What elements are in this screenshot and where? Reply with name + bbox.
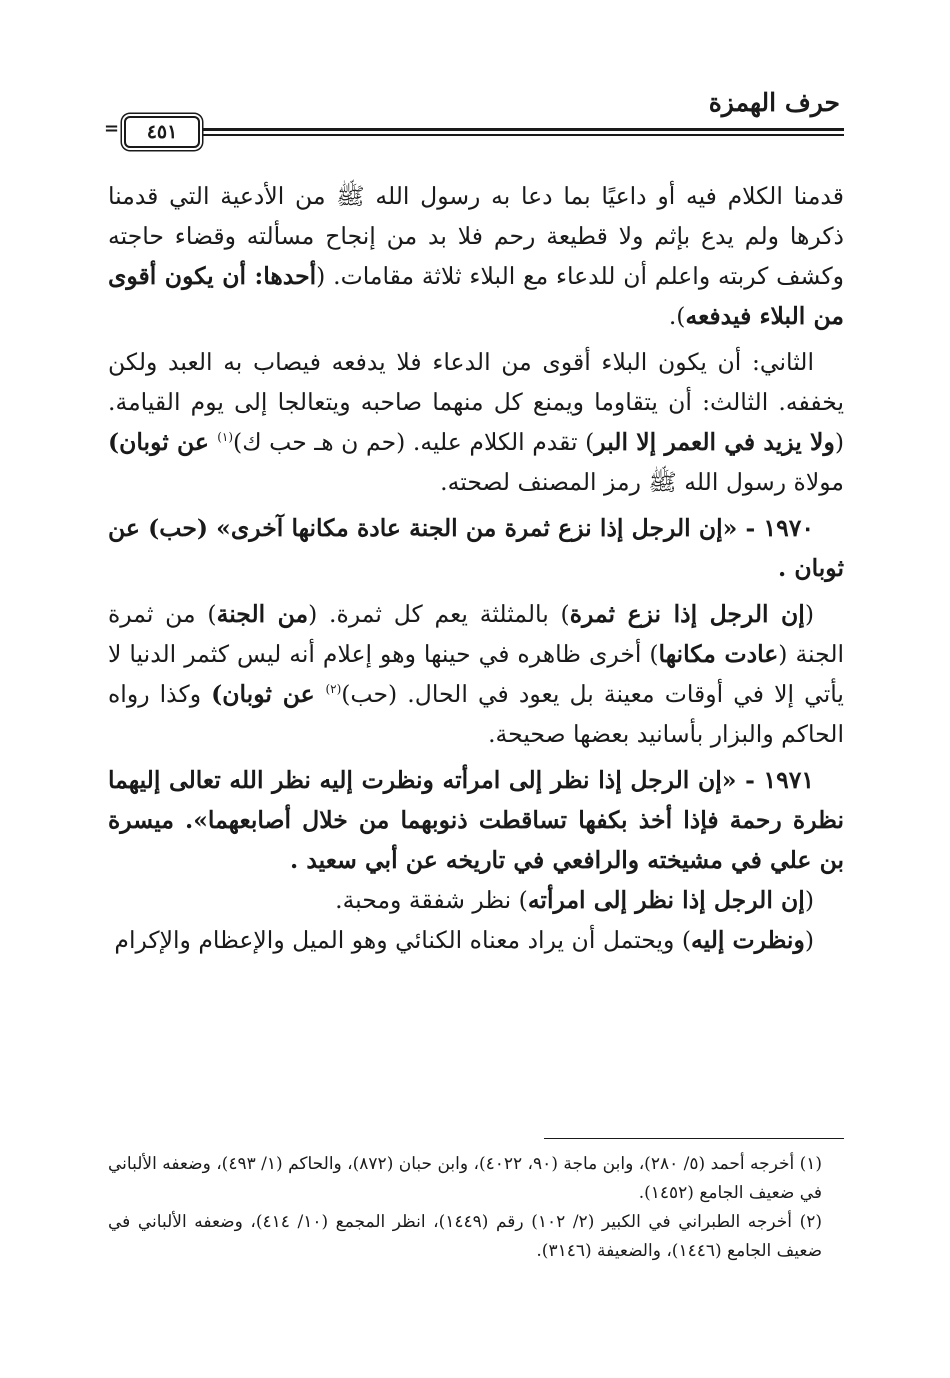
bold-phrase: عن ثوبان) <box>108 428 218 456</box>
bold-phrase: عادت مكانها <box>658 640 779 668</box>
page-number-mark: = <box>104 118 120 139</box>
footnotes <box>108 1150 844 1266</box>
main-text <box>108 176 844 960</box>
footnote-ref-1[interactable]: (١) <box>217 430 234 445</box>
bold-phrase: ولا يزيد في العمر إلا البر <box>594 428 835 456</box>
bold-phrase: أحدها: أن يكون أقوى من البلاء فيدفعه <box>108 262 844 330</box>
bold-phrase: إن الرجل إذا نزع ثمرة <box>569 600 805 628</box>
header-rule-thin <box>200 134 844 136</box>
hadith-1970: ١٩٧٠ - «إن الرجل إذا نزع ثمرة من الجنة عادة مكانها آخرى» (حب) عن ثوبان . <box>108 514 844 582</box>
hadith-1971: ١٩٧١ - «إن الرجل إذا نظر إلى امرأته ونظرت إليه نظر الله تعالى إليهما نظرة رحمة فإذا أخذ بكفها تساقطت ذنوبهما من خلال أصابعهما». ميسرة بن علي في مشيخته والرافعي في تاريخه عن أبي سعيد . <box>108 766 844 874</box>
paragraph-maqamat: الثاني: أن يكون البلاء أقوى من الدعاء فلا يدفعه فيصاب به العبد ولكن يخففه. الثالث: أن يتقاوما ويمنع كل منهما صاحبه ويتعالجا إلى يوم القيامة. (ولا يزيد في العمر إلا البر) تقدم الكلام عليه. (حم ن هـ حب ك)$^{(١)}$ عن ثوبان) مولاة رسول الله ﷺ رمز المصنف لصحته. <box>108 348 844 496</box>
running-header-title: حرف الهمزة <box>708 88 840 117</box>
commentary-1970: (إن الرجل إذا نزع ثمرة) بالمثلثة يعم كل ثمرة. (من الجنة) من ثمرة الجنة (عادت مكانها) أخرى ظاهره في حينها وهو إعلام أنه ليس كثمر الدنيا لا يأتي إلا في أوقات معينة بل يعود في الحال. (حب)$^{(٢)}$ عن ثوبان) وكذا رواه الحاكم والبزار بأسانيد بعضها صحيحة. <box>108 600 845 748</box>
page-number-box <box>124 116 200 148</box>
footnote-1: (١) أخرجه أحمد (٥/ ٢٨٠)، وابن ماجة (٩٠، ٤٠٢٢)، وابن حبان (٨٧٢)، والحاكم (١/ ٤٩٣)، وضعفه الألباني في ضعيف الجامع (١٤٥٢). <box>108 1154 823 1203</box>
paragraph-continuation: قدمنا الكلام فيه أو داعيًا بما دعا به رسول الله ﷺ من الأدعية التي قدمنا ذكرها ولم يدع بإثم ولا قطيعة رحم فلا بد من إنجاح مسألته وقضاء حاجته وكشف كربته واعلم أن للدعاء مع البلاء ثلاثة مقامات. (أحدها: أن يكون أقوى من البلاء فيدفعه). <box>108 182 844 330</box>
footnote-ref-2[interactable]: (٢) <box>325 682 342 697</box>
bold-phrase: عن ثوبان) <box>211 680 326 708</box>
bold-phrase: من الجنة <box>216 600 309 628</box>
header-rule-thick <box>200 128 844 131</box>
commentary-1971-a: (إن الرجل إذا نظر إلى امرأته) نظر شفقة ومحبة. <box>335 886 814 914</box>
footnote-2: (٢) أخرجه الطبراني في الكبير (٢/ ١٠٢) رقم (١٤٤٩)، انظر المجمع (١٠/ ٤١٤)، وضعفه الألباني في ضعيف الجامع (١٤٤٦)، والضعيفة (٣١٤٦). <box>108 1212 822 1261</box>
commentary-1971-b: (ونظرت إليه) ويحتمل أن يراد معناه الكنائي وهو الميل والإعظام والإكرام <box>114 926 814 954</box>
footnote-separator <box>544 1138 844 1139</box>
bold-phrase: إن الرجل إذا نظر إلى امرأته <box>527 886 805 914</box>
bold-phrase: ونظرت إليه <box>691 926 805 954</box>
page-number: ٤٥١ <box>146 121 178 143</box>
